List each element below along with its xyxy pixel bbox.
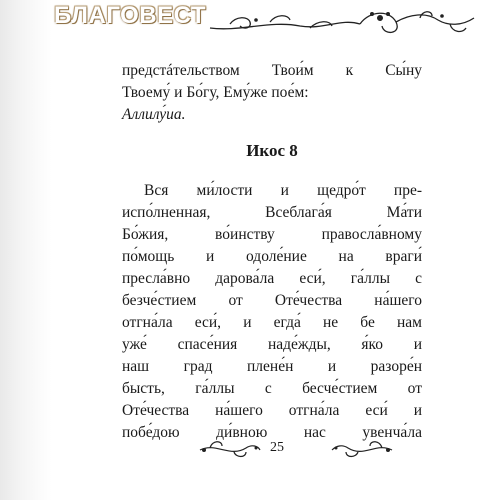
text-line: уже́ спасе́ния наде́жды, я́ко и xyxy=(122,336,422,353)
section-heading: Икос 8 xyxy=(246,141,298,160)
text-line: Вся ми́лости и щедро́т пре- xyxy=(144,182,422,199)
text-line: по́мощь и одоле́ние на враги́ xyxy=(122,248,422,265)
text-line-alleluia: Аллилу́иа. xyxy=(122,106,186,123)
text-line: бысть, га́ллы с бесче́стием от xyxy=(122,380,422,397)
book-binding-shadow xyxy=(0,0,52,500)
text-line: Твоему́ и Бо́гу, Ему́же пое́м: xyxy=(122,84,309,101)
text-line: отгна́ла еси́, и егда́ не бе нам xyxy=(122,314,422,331)
text-line: безче́стием от Оте́чества на́шего xyxy=(122,292,422,309)
paragraph-main xyxy=(122,180,422,444)
text-line: наш град плене́н и разоре́н xyxy=(122,358,422,375)
page-number: 25 xyxy=(270,440,284,455)
paragraph-top xyxy=(122,60,422,126)
text-line: пресла́вно дарова́ла еси́, га́ллы с xyxy=(122,270,422,287)
text-line: испо́лненная, Всеблага́я Ма́ти xyxy=(122,204,422,221)
text-line: Оте́чества на́шего отгна́ла еси́ и xyxy=(122,402,422,419)
floral-ornament-icon xyxy=(196,436,396,462)
text-line: побе́дою ди́вною нас увенча́ла xyxy=(122,424,422,441)
floral-ornament-icon xyxy=(200,6,480,40)
text-line: предстáтельством Твои́м к Сы́ну xyxy=(122,62,422,79)
watermark-logo: БЛАГОВЕСТ xyxy=(54,2,207,29)
text-line: Бо́жия, во́инству правосла́вному xyxy=(122,226,422,243)
